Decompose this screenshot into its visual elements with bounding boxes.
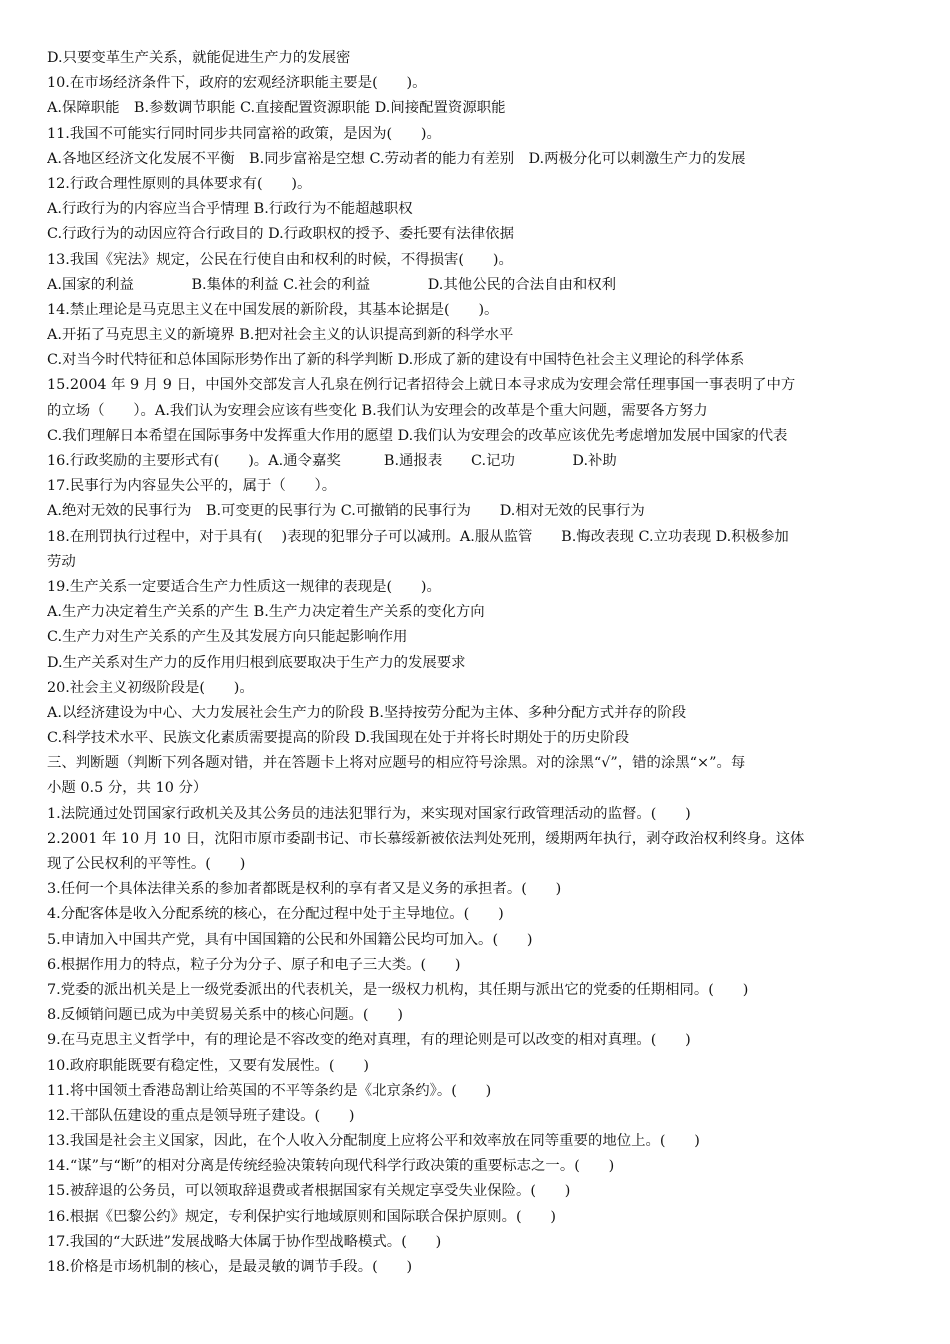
judgment-item: 15.被辞退的公务员，可以领取辞退费或者根据国家有关规定享受失业保险。( ) <box>47 1183 571 1200</box>
answer-options: C.对当今时代特征和总体国际形势作出了新的科学判断 D.形成了新的建设有中国特色社会主义理论的科学体系 <box>47 352 745 369</box>
answer-options: A.行政行为的内容应当合乎情理 B.行政行为不能超越职权 <box>47 201 413 218</box>
question-stem: 10.在市场经济条件下，政府的宏观经济职能主要是( )。 <box>47 75 427 92</box>
answer-options: C.科学技术水平、民族文化素质需要提高的阶段 D.我国现在处于并将长时期处于的历史阶段 <box>47 730 630 747</box>
judgment-item: 7.党委的派出机关是上一级党委派出的代表机关，是一级权力机构，其任期与派出它的党委的任期相同。( ) <box>47 981 749 998</box>
answer-options: C.我们理解日本希望在国际事务中发挥重大作用的愿望 D.我们认为安理会的改革应该优先考虑增加发展中国家的代表 <box>47 427 788 444</box>
answer-options: A.国家的利益 B.集体的利益 C.社会的利益 D.其他公民的合法自由和权利 <box>47 276 617 293</box>
answer-options: A.保障职能 B.参数调节职能 C.直接配置资源职能 D.间接配置资源职能 <box>47 100 506 117</box>
judgment-item: 18.价格是市场机制的核心，是最灵敏的调节手段。( ) <box>47 1259 413 1275</box>
judgment-item: 5.申请加入中国共产党，具有中国国籍的公民和外国籍公民均可加入。( ) <box>47 931 533 948</box>
question-stem: 14.禁止理论是马克思主义在中国发展的新阶段，其基本论据是( )。 <box>47 301 499 318</box>
judgment-item: 12.干部队伍建设的重点是领导班子建设。( ) <box>47 1107 355 1124</box>
judgment-item: 16.根据《巴黎公约》规定，专利保护实行地域原则和国际联合保护原则。( ) <box>47 1208 557 1225</box>
question-stem: 12.行政合理性原则的具体要求有( )。 <box>47 175 312 192</box>
question-stem: 19.生产关系一定要适合生产力性质这一规律的表现是( )。 <box>47 578 441 595</box>
judgment-item: 2.2001 年 10 月 10 日，沈阳市原市委副书记、市长慕绥新被依法判处死刑，缓期两年执行，剥夺政治权利终身。这体 <box>47 830 805 847</box>
answer-options: C.生产力对生产关系的产生及其发展方向只能起影响作用 <box>47 629 408 646</box>
text-line: 劳动 <box>47 553 76 570</box>
question-stem: 的立场（ ）。A.我们认为安理会应该有些变化 B.我们认为安理会的改革是个重大问题，需要各方努力 <box>47 402 708 419</box>
judgment-item: 1.法院通过处罚国家行政机关及其公务员的违法犯罪行为，来实现对国家行政管理活动的监督。( ) <box>47 805 691 822</box>
judgment-item: 现了公民权利的平等性。( ) <box>47 856 246 872</box>
answer-options: A.开拓了马克思主义的新境界 B.把对社会主义的认识提高到新的科学水平 <box>47 327 514 344</box>
document-page <box>47 46 917 1280</box>
question-stem: 15.2004 年 9 月 9 日，中国外交部发言人孔泉在例行记者招待会上就日本寻求成为安理会常任理事国一事表明了中方 <box>47 377 796 394</box>
answer-options: D.生产关系对生产力的反作用归根到底要取决于生产力的发展要求 <box>47 654 466 671</box>
question-stem: 13.我国《宪法》规定，公民在行使自由和权利的时候，不得损害( )。 <box>47 251 513 268</box>
judgment-item: 11.将中国领土香港岛割让给英国的不平等条约是《北京条约》。( ) <box>47 1082 492 1099</box>
question-stem: 11.我国不可能实行同时同步共同富裕的政策，是因为( )。 <box>47 125 441 142</box>
question-stem: 20.社会主义初级阶段是( )。 <box>47 679 254 696</box>
answer-options: A.生产力决定着生产关系的产生 B.生产力决定着生产关系的变化方向 <box>47 604 485 621</box>
question-stem: 17.民事行为内容显失公平的，属于（ ）。 <box>47 478 337 495</box>
answer-options: A.以经济建设为中心、大力发展社会生产力的阶段 B.坚持按劳分配为主体、多种分配方式并存的阶段 <box>47 704 687 721</box>
judgment-item: 8.反倾销问题已成为中美贸易关系中的核心问题。( ) <box>47 1007 403 1024</box>
text-line: D.只要变革生产关系，就能促进生产力的发展密 <box>47 50 351 66</box>
question-stem: 16.行政奖励的主要形式有( )。A.通令嘉奖 B.通报表 C.记功 D.补助 <box>47 453 617 469</box>
answer-options: C.行政行为的动因应符合行政目的 D.行政职权的授予、委托要有法律依据 <box>47 226 514 243</box>
judgment-item: 9.在马克思主义哲学中，有的理论是不容改变的绝对真理，有的理论则是可以改变的相对真理。( ) <box>47 1032 691 1049</box>
judgment-item: 6.根据作用力的特点，粒子分为分子、原子和电子三大类。( ) <box>47 956 461 973</box>
judgment-item: 14.“谋”与“断”的相对分离是传统经验决策转向现代科学行政决策的重要标志之一。( ) <box>47 1158 615 1175</box>
question-stem: 18.在刑罚执行过程中，对于具有( )表现的犯罪分子可以减刑。A.服从监管 B.悔改表现 C.立功表现 D.积极参加 <box>47 528 789 545</box>
judgment-item: 13.我国是社会主义国家，因此，在个人收入分配制度上应将公平和效率放在同等重要的地位上。( ) <box>47 1133 700 1150</box>
answer-options: A.各地区经济文化发展不平衡 B.同步富裕是空想 C.劳动者的能力有差别 D.两极分化可以刺激生产力的发展 <box>47 150 746 167</box>
section-heading: 小题 0.5 分，共 10 分） <box>47 780 208 797</box>
section-heading: 三、判断题（判断下列各题对错，并在答题卡上将对应题号的相应符号涂黑。对的涂黑“√”，错的涂黑“×”。每 <box>47 755 746 772</box>
judgment-item: 17.我国的“大跃进”发展战略大体属于协作型战略模式。( ) <box>47 1233 442 1250</box>
judgment-item: 4.分配客体是收入分配系统的核心，在分配过程中处于主导地位。( ) <box>47 906 504 923</box>
answer-options: A.绝对无效的民事行为 B.可变更的民事行为 C.可撤销的民事行为 D.相对无效的民事行为 <box>47 503 645 520</box>
judgment-item: 10.政府职能既要有稳定性，又要有发展性。( ) <box>47 1057 369 1074</box>
judgment-item: 3.任何一个具体法律关系的参加者都既是权利的享有者又是义务的承担者。( ) <box>47 881 562 898</box>
